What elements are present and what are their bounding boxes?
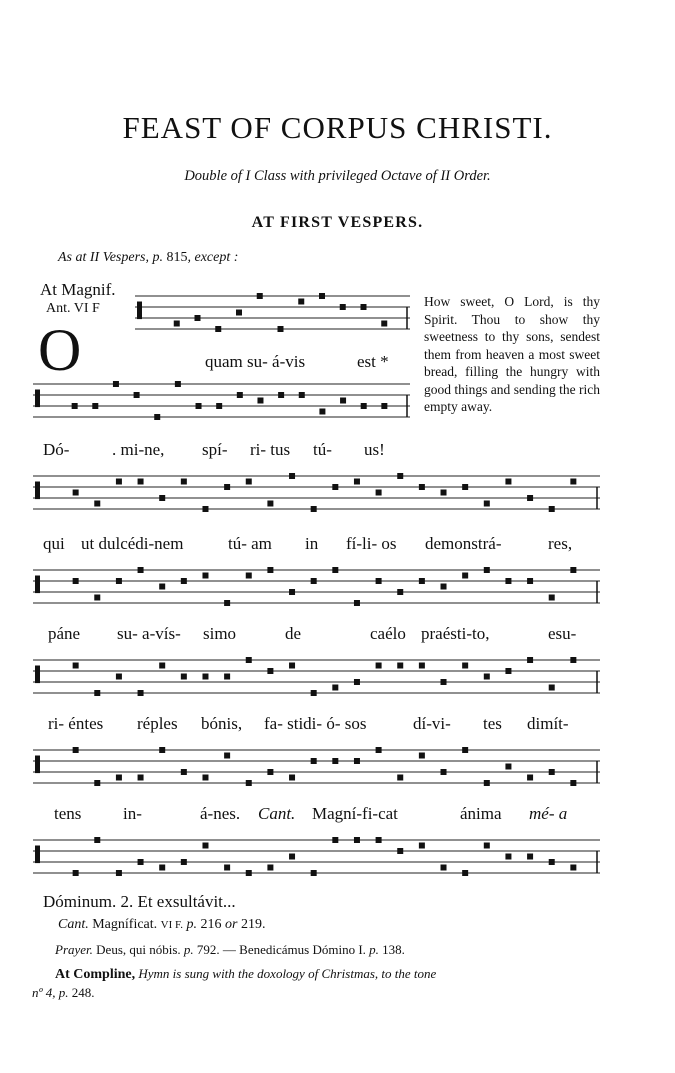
neume-note [159, 584, 165, 590]
prayer-p: p. [183, 942, 194, 957]
compline-label: At Compline, [55, 967, 136, 982]
neume-note [527, 578, 533, 584]
translation-text: How sweet, O Lord, is thy Spirit. Thou to show thy sweetness to thy sons, sendest them from heaven a most sweet bread, filling the hungry with good things and sending the rich empty away. [424, 294, 600, 414]
lyric-syllable: réples [137, 714, 178, 733]
neume-note [441, 865, 447, 871]
lyric-syllable: tens [54, 804, 82, 823]
neume-note [246, 870, 252, 876]
neume-note [267, 668, 273, 674]
prayer-p2: p. [369, 942, 379, 957]
cant-mode: VI F. [160, 919, 183, 931]
neume-note [381, 321, 387, 327]
neume-note [505, 668, 511, 674]
neume-note [332, 837, 338, 843]
antiphon-mode: Ant. VI F [46, 301, 100, 316]
final-lyric-line: Dóminum. 2. Et exsultávit... [43, 892, 236, 911]
neume-note [311, 690, 317, 696]
neume-note [73, 490, 79, 496]
neume-note [332, 758, 338, 764]
neume-note [354, 679, 360, 685]
clef-icon [35, 576, 40, 594]
lyric-syllable: in [305, 534, 319, 553]
neume-note [181, 578, 187, 584]
neume-note [138, 690, 144, 696]
neume-note [376, 747, 382, 753]
neume-note [94, 837, 100, 843]
reference-page: 815 [166, 250, 188, 265]
neume-note [319, 293, 325, 299]
neume-note [397, 775, 403, 781]
neume-note [419, 663, 425, 669]
neume-note [116, 674, 122, 680]
neume-note [224, 484, 230, 490]
lyric-syllable: res, [548, 534, 573, 553]
lyric-syllable: tú- [313, 440, 332, 459]
compline-no: nº 4, [32, 985, 56, 1000]
clef-icon [137, 302, 142, 320]
neume-note [224, 674, 230, 680]
clef-icon [35, 846, 40, 864]
lyric-syllable: quam su- á-vis [205, 352, 306, 371]
neume-note [311, 578, 317, 584]
lyric-syllable: á-nes. [200, 804, 241, 823]
lyric-syllable: bónis, [201, 714, 243, 733]
neume-note [484, 501, 490, 507]
neume-note [94, 690, 100, 696]
neume-note [397, 663, 403, 669]
compline-note-end [32, 985, 95, 1001]
neume-note [484, 674, 490, 680]
lyric-line-1 [0, 352, 675, 374]
canticle-note [58, 917, 265, 933]
initial-letter: O [38, 317, 82, 383]
neume-note [462, 484, 468, 490]
antiphon-label: At Magnif. [40, 280, 116, 299]
neume-note [376, 490, 382, 496]
clef-icon [35, 390, 40, 408]
neume-note [154, 414, 160, 420]
lyric-syllable: mé- a [529, 804, 568, 823]
neume-note [181, 674, 187, 680]
lyric-line-5 [0, 714, 675, 736]
neume-note [340, 304, 346, 310]
neume-note [527, 775, 533, 781]
neume-note [299, 392, 305, 398]
neume-note [224, 600, 230, 606]
neume-note [340, 398, 346, 404]
neume-note [278, 392, 284, 398]
prayer-label: Prayer. [55, 942, 93, 957]
clef-icon [35, 666, 40, 684]
neume-note [257, 293, 263, 299]
prayer-text: Deus, qui nóbis. [96, 942, 181, 957]
neume-note [289, 473, 295, 479]
neume-note [216, 403, 222, 409]
neume-note [246, 657, 252, 663]
neume-note [202, 573, 208, 579]
neume-note [116, 775, 122, 781]
lyric-syllable: caélo [370, 624, 406, 643]
neume-note [570, 780, 576, 786]
neume-note [175, 381, 181, 387]
prayer-page: 792. [196, 942, 220, 957]
compline-note [55, 966, 436, 983]
lyric-syllable: ri- éntes [48, 714, 104, 733]
neume-note [570, 865, 576, 871]
neume-note [116, 479, 122, 485]
lyric-line-2 [0, 440, 675, 462]
lyric-syllable: ut dulcédi-nem [81, 534, 184, 553]
neume-note [549, 595, 555, 601]
neume-note [549, 769, 555, 775]
neume-note [159, 495, 165, 501]
neume-note [376, 663, 382, 669]
neume-note [257, 398, 263, 404]
neume-note [116, 578, 122, 584]
neume-note [195, 315, 201, 321]
neume-note [354, 479, 360, 485]
neume-note [298, 299, 304, 305]
neume-note [236, 310, 242, 316]
neume-note [361, 304, 367, 310]
neume-note [73, 578, 79, 584]
cant-pages2: 219. [240, 917, 266, 932]
compline-text: Hymn is sung with the doxology of Christmas, to the tone [138, 966, 437, 981]
neume-note [397, 848, 403, 854]
neume-note [159, 663, 165, 669]
lyric-syllable: tú- am [228, 534, 272, 553]
reference-prefix: As at II Vespers, p. [58, 250, 167, 265]
neume-note [224, 865, 230, 871]
neume-note [441, 584, 447, 590]
neume-note [549, 506, 555, 512]
neume-note [174, 321, 180, 327]
neume-note [397, 589, 403, 595]
neume-note [73, 747, 79, 753]
neume-note [92, 403, 98, 409]
neume-note [549, 685, 555, 691]
lyric-syllable: tes [483, 714, 502, 733]
neume-note [267, 769, 273, 775]
neume-note [159, 747, 165, 753]
lyric-syllable: simo [203, 624, 237, 643]
neume-note [419, 484, 425, 490]
cant-or: or [225, 917, 238, 932]
neume-note [549, 859, 555, 865]
neume-note [484, 780, 490, 786]
neume-note [237, 392, 243, 398]
neume-note [332, 685, 338, 691]
lyric-syllable: qui [43, 534, 65, 553]
neume-note [419, 843, 425, 849]
neume-note [376, 837, 382, 843]
neume-note [527, 854, 533, 860]
lyric-syllable: fa- stidi- ó- sos [264, 714, 367, 733]
lyric-syllable: de [285, 624, 302, 643]
neume-note [441, 490, 447, 496]
neume-note [181, 479, 187, 485]
neume-note [527, 495, 533, 501]
lyric-syllable: dimít- [527, 714, 569, 733]
neume-note [202, 843, 208, 849]
neume-note [570, 567, 576, 573]
lyric-syllable: su- a-vís- [117, 624, 181, 643]
neume-note [397, 473, 403, 479]
neume-note [138, 479, 144, 485]
neume-note [332, 567, 338, 573]
neume-note [505, 764, 511, 770]
neume-note [246, 573, 252, 579]
neume-note [267, 567, 273, 573]
page-title: FEAST OF CORPUS CHRISTI. [122, 110, 553, 145]
neume-note [484, 843, 490, 849]
neume-note [311, 870, 317, 876]
neume-note [278, 326, 284, 332]
lyric-syllable: páne [48, 624, 81, 643]
neume-note [361, 403, 367, 409]
prayer-dash: — [222, 942, 236, 957]
lyric-syllable: demonstrá- [425, 534, 502, 553]
neume-note [202, 674, 208, 680]
lyric-line-3 [0, 534, 675, 556]
neume-note [570, 657, 576, 663]
neume-note [441, 679, 447, 685]
neume-note [289, 663, 295, 669]
neume-note [462, 573, 468, 579]
prayer-note [55, 942, 405, 958]
neume-note [224, 753, 230, 759]
lyric-syllable: Dó- [43, 440, 70, 459]
neume-note [94, 780, 100, 786]
neume-note [94, 595, 100, 601]
compline-page: 248. [71, 985, 95, 1000]
neume-note [527, 657, 533, 663]
neume-note [381, 403, 387, 409]
neume-note [505, 479, 511, 485]
lyric-syllable: Cant. [258, 804, 296, 823]
lyric-syllable: us! [364, 440, 385, 459]
cant-pages: 216 [200, 917, 222, 932]
lyric-syllable: praésti-to, [421, 624, 490, 643]
neume-note [462, 747, 468, 753]
neume-note [354, 600, 360, 606]
lyric-line-6 [0, 804, 675, 826]
neume-note [246, 479, 252, 485]
neume-note [267, 501, 273, 507]
cant-label: Cant. [58, 917, 89, 932]
neume-note [289, 854, 295, 860]
cant-p: p. [186, 917, 197, 932]
neume-note [441, 769, 447, 775]
neume-note [138, 775, 144, 781]
neume-note [311, 506, 317, 512]
neume-note [72, 403, 78, 409]
neume-note [462, 870, 468, 876]
neume-note [116, 870, 122, 876]
lyric-syllable: esu- [548, 624, 577, 643]
lyric-syllable: ánima [460, 804, 502, 823]
prayer-bened: Benedicámus Dómino I. [239, 942, 366, 957]
section-heading: AT FIRST VESPERS. [251, 214, 424, 231]
neume-note [94, 501, 100, 507]
compline-p: p. [58, 985, 69, 1000]
neume-note [289, 589, 295, 595]
neume-note [215, 326, 221, 332]
neume-note [354, 837, 360, 843]
neume-note [202, 506, 208, 512]
neume-note [505, 854, 511, 860]
neume-note [73, 870, 79, 876]
neume-note [181, 859, 187, 865]
lyric-line-4 [0, 624, 675, 646]
neume-note [202, 775, 208, 781]
neume-note [332, 484, 338, 490]
lyric-syllable: . mi-ne, [112, 440, 165, 459]
neume-note [354, 758, 360, 764]
cant-text: Magníficat. [92, 917, 158, 932]
neume-note [246, 780, 252, 786]
neume-note [484, 567, 490, 573]
neume-note [73, 663, 79, 669]
lyric-syllable: spí- [202, 440, 228, 459]
neume-note [376, 578, 382, 584]
neume-note [138, 567, 144, 573]
neume-note [159, 865, 165, 871]
lyric-syllable: in- [123, 804, 142, 823]
neume-note [570, 479, 576, 485]
clef-icon [35, 482, 40, 500]
lyric-syllable: Magní-fi-cat [312, 804, 398, 823]
neume-note [138, 859, 144, 865]
reference-suffix: , except : [187, 250, 239, 265]
lyric-syllable: dí-vi- [413, 714, 451, 733]
neume-note [289, 775, 295, 781]
neume-note [419, 753, 425, 759]
neume-note [319, 409, 325, 415]
lyric-syllable: fí-li- os [346, 534, 397, 553]
clef-icon [35, 756, 40, 774]
subtitle: Double of I Class with privileged Octave of II Order. [184, 168, 491, 184]
neume-note [181, 769, 187, 775]
neume-note [505, 578, 511, 584]
lyric-syllable: est * [357, 352, 389, 371]
neume-note [462, 663, 468, 669]
neume-note [267, 865, 273, 871]
neume-note [134, 392, 140, 398]
neume-note [311, 758, 317, 764]
prayer-page2: 138. [382, 942, 405, 957]
neume-note [196, 403, 202, 409]
lyric-syllable: ri- tus [250, 440, 291, 459]
neume-note [419, 578, 425, 584]
neume-note [113, 381, 119, 387]
